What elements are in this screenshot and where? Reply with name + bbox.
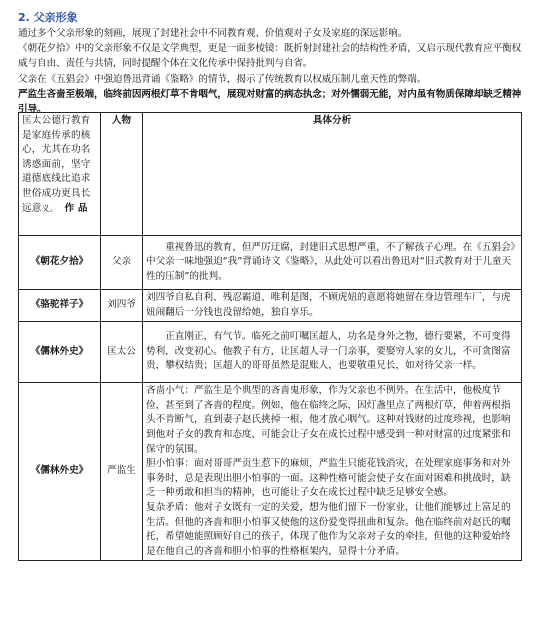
analysis-table — [18, 112, 522, 561]
merged-header-cell: 匡太公德行教育是家庭传承的核心，尤其在功名诱惑面前，坚守道德底线比追求世俗成功更具长远意义。 作 品 — [19, 113, 101, 236]
work-cell: 《儒林外史》 — [19, 322, 101, 383]
work-cell: 《儒林外史》 — [19, 383, 101, 561]
character-column-header: 人物 — [101, 113, 143, 236]
intro-line: 《朝花夕拾》中的父亲形象不仅是文学典型，更是一面多棱镜：既折射封建社会的结构性矛盾，又启示现代教育应平衡权威与自由、责任与共情，同时提醒个体在文化传承中保持批判与自省。 — [18, 43, 522, 70]
intro-line: 通过多个父亲形象的刻画，展现了封建社会中不同教育观、价值观对子女及家庭的深远影响。 — [18, 28, 408, 39]
table-row — [19, 322, 522, 383]
table-row — [19, 290, 522, 322]
table-row — [19, 236, 522, 290]
section-heading: 2. 父亲形象 — [18, 11, 78, 24]
analysis-cell: 重视鲁迅的教育，但严厉迂腐，封建旧式思想严重，不了解孩子心理。在《五猖会》中父亲一味地强迫“我”背诵诗文《鉴略》，从此处可以看出鲁迅对“旧式教育对于儿童天性的压制”的批判。 — [143, 236, 522, 290]
analysis-cell: 刘四爷自私自利、残忍霸道、唯利是图，不顾虎妞的意愿将她留在身边管理车厂，与虎妞闹翻后一分钱也没留给她，独自享乐。 — [143, 290, 522, 322]
table-row — [19, 383, 522, 561]
intro-text — [18, 26, 523, 117]
character-cell: 严监生 — [101, 383, 143, 561]
intro-line: 父亲在《五猖会》中强迫鲁迅背诵《鉴略》的情节，揭示了传统教育以权威压制儿童天性的弊端。 — [18, 73, 427, 85]
analysis-column-header: 具体分析 — [143, 113, 522, 236]
character-cell: 父亲 — [101, 236, 143, 290]
work-cell: 《朝花夕拾》 — [19, 236, 101, 290]
character-cell: 刘四爷 — [101, 290, 143, 322]
work-cell: 《骆驼祥子》 — [19, 290, 101, 322]
intro-line-bold: 严监生吝啬至极端，临终前因两根灯草不肯咽气，展现对财富的病态执念；对外懦弱无能，对内虽有物质保障却缺乏精神引导。 — [18, 88, 522, 116]
character-cell: 匡太公 — [101, 322, 143, 383]
analysis-cell: 吝啬小气：严监生是个典型的吝啬鬼形象，作为父亲也不例外。在生活中，他极度节俭，甚至到了吝啬的程度。例如，他在临终之际，因灯盏里点了两根灯草，伸着两根指头不肯断气，直到妻子赵氏挑掉一根，他才放心咽气。这种对钱财的过度珍视，也影响到他对子女的教育和态度，可能会让子女在成长过程中感受到一种对财富的过度紧张和保守的氛围。 胆小怕事：面对哥哥严贡生惹下的麻烦，严监生只能花钱消灾，在处理家庭事务和对外事务时，总是表现出胆小怕事的一面。这种性格可能会使子女在面对困难和挑战时，缺乏一种勇敢和担当的精神，也可能让子女在成长过程中缺乏足够安全感。 复杂矛盾：他对子女既有一定的关爱，想为他们留下一份家业，让他们能够过上富足的生活。但他的吝啬和胆小怕事又使他的这份爱变得扭曲和复杂。他在临终前对赵氏的嘱托，希望她能照顾好自己的孩子，体现了他作为父亲对子女的牵挂，但他的这种爱始终是在他自己的吝啬和胆小怕事的性格框架内，显得十分矛盾。 — [143, 383, 522, 561]
table-header-row — [19, 113, 522, 236]
analysis-cell: 正直刚正，有气节。临死之前叮嘱匡超人，功名是身外之物，德行要紧，不可变得势利，改变初心。他教子有方，让匡超人寻一门亲事，要娶穷人家的女儿，不可贪图富贵，攀权结贵；匡超人的哥哥虽然是混账人，也要敬重兄长，如对待父亲一样。 — [143, 322, 522, 383]
